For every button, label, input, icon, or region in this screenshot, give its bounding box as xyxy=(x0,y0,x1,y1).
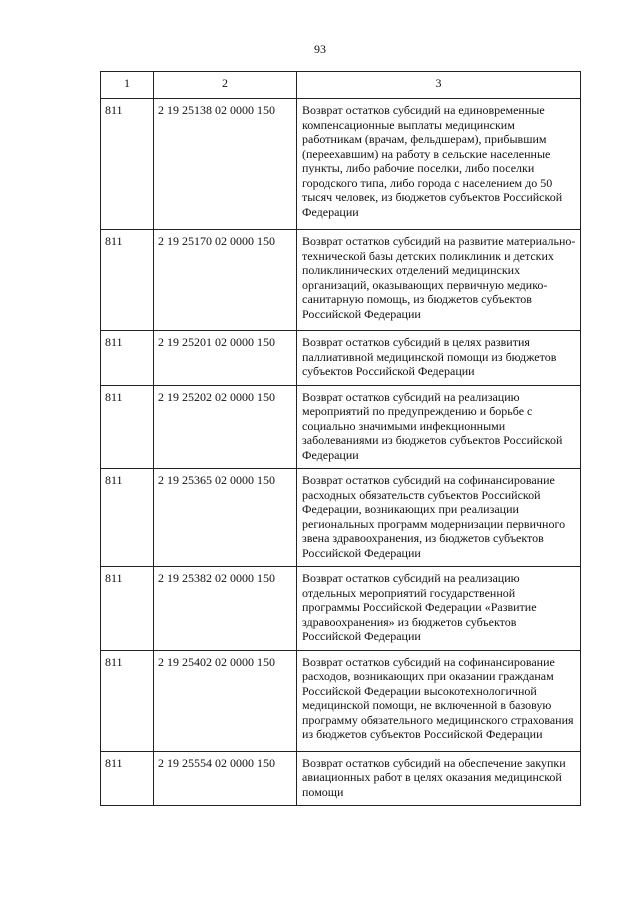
admin-code-cell: 811 xyxy=(101,331,154,386)
table-row xyxy=(101,567,581,651)
description-cell: Возврат остатков субсидий на обеспечение закупки авиационных работ в целях оказания медицинской помощи xyxy=(297,751,581,806)
admin-code-cell: 811 xyxy=(101,751,154,806)
description-cell: Возврат остатков субсидий на софинансирование расходов, возникающих при оказании гражданам Российской Федерации высокотехнологичной медицинской помощи, не включенной в базовую программу обязательного медицинского страхования из бюджетов субъектов Российской Федерации xyxy=(297,650,581,751)
description-cell: Возврат остатков субсидий в целях развития паллиативной медицинской помощи из бюджетов субъектов Российской Федерации xyxy=(297,331,581,386)
column-header-2: 2 xyxy=(154,72,297,99)
description-cell: Возврат остатков субсидий на реализацию мероприятий по предупреждению и борьбе с социально значимыми инфекционными заболеваниями из бюджетов субъектов Российской Федерации xyxy=(297,385,581,469)
description-cell: Возврат остатков субсидий на реализацию отдельных мероприятий государственной программы Российской Федерации «Развитие здравоохранения» из бюджетов субъектов Российской Федерации xyxy=(297,567,581,651)
budget-code-cell: 2 19 25170 02 0000 150 xyxy=(154,230,297,331)
budget-code-cell: 2 19 25201 02 0000 150 xyxy=(154,331,297,386)
table-header-row xyxy=(101,72,581,99)
admin-code-cell: 811 xyxy=(101,469,154,567)
budget-code-cell: 2 19 25138 02 0000 150 xyxy=(154,99,297,230)
description-cell: Возврат остатков субсидий на единовременные компенсационные выплаты медицинским работникам (врачам, фельдшерам), прибывшим (переехавшим) на работу в сельские населенные пункты, либо рабочие поселки, либо поселки городского типа, либо города с населением до 50 тысяч человек, из бюджетов субъектов Российской Федерации xyxy=(297,99,581,230)
column-header-3: 3 xyxy=(297,72,581,99)
table-row xyxy=(101,469,581,567)
table-row xyxy=(101,385,581,469)
table-row xyxy=(101,99,581,230)
budget-code-cell: 2 19 25202 02 0000 150 xyxy=(154,385,297,469)
budget-code-cell: 2 19 25554 02 0000 150 xyxy=(154,751,297,806)
admin-code-cell: 811 xyxy=(101,567,154,651)
admin-code-cell: 811 xyxy=(101,650,154,751)
column-header-1: 1 xyxy=(101,72,154,99)
admin-code-cell: 811 xyxy=(101,230,154,331)
admin-code-cell: 811 xyxy=(101,99,154,230)
budget-code-cell: 2 19 25382 02 0000 150 xyxy=(154,567,297,651)
table-row xyxy=(101,751,581,806)
table-row xyxy=(101,331,581,386)
description-cell: Возврат остатков субсидий на софинансирование расходных обязательств субъектов Российской Федерации, возникающих при реализации региональных программ модернизации первичного звена здравоохранения, из бюджетов субъектов Российской Федерации xyxy=(297,469,581,567)
admin-code-cell: 811 xyxy=(101,385,154,469)
budget-code-cell: 2 19 25365 02 0000 150 xyxy=(154,469,297,567)
table-row xyxy=(101,230,581,331)
budget-code-cell: 2 19 25402 02 0000 150 xyxy=(154,650,297,751)
table-row xyxy=(101,650,581,751)
page-number: 93 xyxy=(314,42,326,56)
budget-codes-table xyxy=(100,71,581,806)
description-cell: Возврат остатков субсидий на развитие материально-технической базы детских поликлиник и детских поликлинических отделений медицинских организаций, оказывающих первичную медико-санитарную помощь, из бюджетов субъектов Российской Федерации xyxy=(297,230,581,331)
